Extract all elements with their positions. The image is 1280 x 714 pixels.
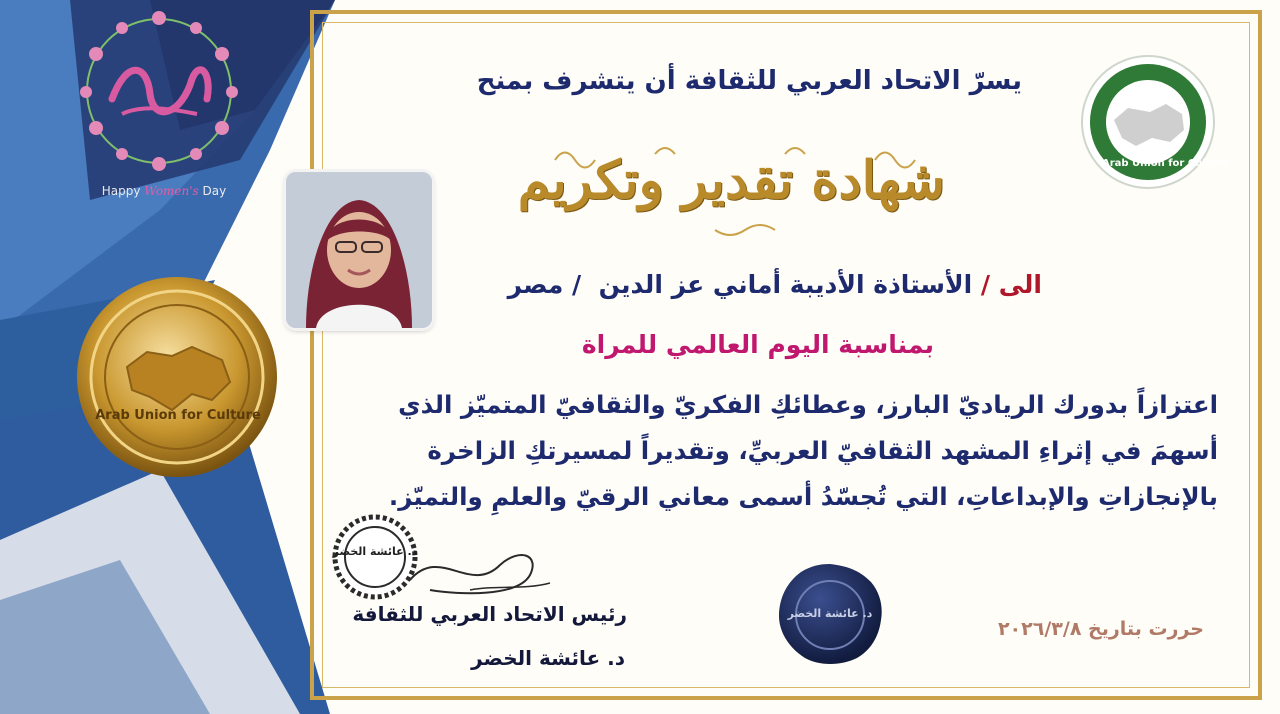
signature-icon — [400, 535, 560, 605]
womens-day-accent: Women's — [144, 184, 199, 198]
photo-avatar-icon — [286, 172, 432, 328]
recipient-name: الأستاذة الأديبة أماني عز الدين — [598, 270, 973, 299]
womens-day-emblem — [72, 4, 247, 179]
issue-date: حررت بتاريخ ٢٠٢٦/٣/٨ — [997, 618, 1204, 640]
gold-medal-icon — [72, 272, 282, 482]
citation-body — [290, 382, 1218, 520]
citation-line-2: أسهمَ في إثراءِ المشهد الثقافيّ العربيِّ، وتقديراً لمسيرتكِ الزاخرة — [427, 436, 1218, 465]
signer-title: رئيس الاتحاد العربي للثقافة — [352, 602, 627, 626]
recipient-separator: / — [980, 270, 991, 299]
signer-name: د. عائشة الخضر — [471, 646, 625, 670]
recipient-prefix: الى — [998, 270, 1042, 299]
recipient-separator-2: / — [572, 270, 582, 299]
arab-union-logo-icon — [1078, 52, 1230, 192]
womens-day-prefix: Happy — [101, 184, 145, 198]
recipient-country: مصر — [507, 270, 564, 299]
womens-day-suffix: Day — [198, 184, 227, 198]
medal-caption: Arab Union for Culture — [95, 408, 261, 423]
round-stamp-text: د. عائشة الخضر — [332, 545, 418, 558]
recipient-photo — [286, 172, 432, 328]
arab-union-logo-caption: Arab Union for Culture — [1102, 158, 1230, 169]
womens-day-caption — [94, 184, 234, 198]
occasion-line: بمناسبة اليوم العالمي للمراة — [581, 330, 934, 359]
citation-line-1: اعتزازاً بدورك الرياديّ البارز، وعطائكِ الفكريّ والثقافيّ المتميّز الذي — [398, 390, 1218, 419]
recipient-line — [508, 270, 1042, 299]
wax-seal-text: د. عائشة الخضر — [787, 607, 873, 620]
certificate-heading: يسرّ الاتحاد العربي للثقافة أن يتشرف بمنح — [476, 66, 1022, 96]
citation-line-3: بالإنجازاتِ والإبداعاتِ، التي تُجسّدُ أسمى معاني الرقيّ والعلمِ والتميّز. — [388, 482, 1218, 511]
certificate-title: شهادة تقدير وتكريم — [517, 150, 945, 211]
